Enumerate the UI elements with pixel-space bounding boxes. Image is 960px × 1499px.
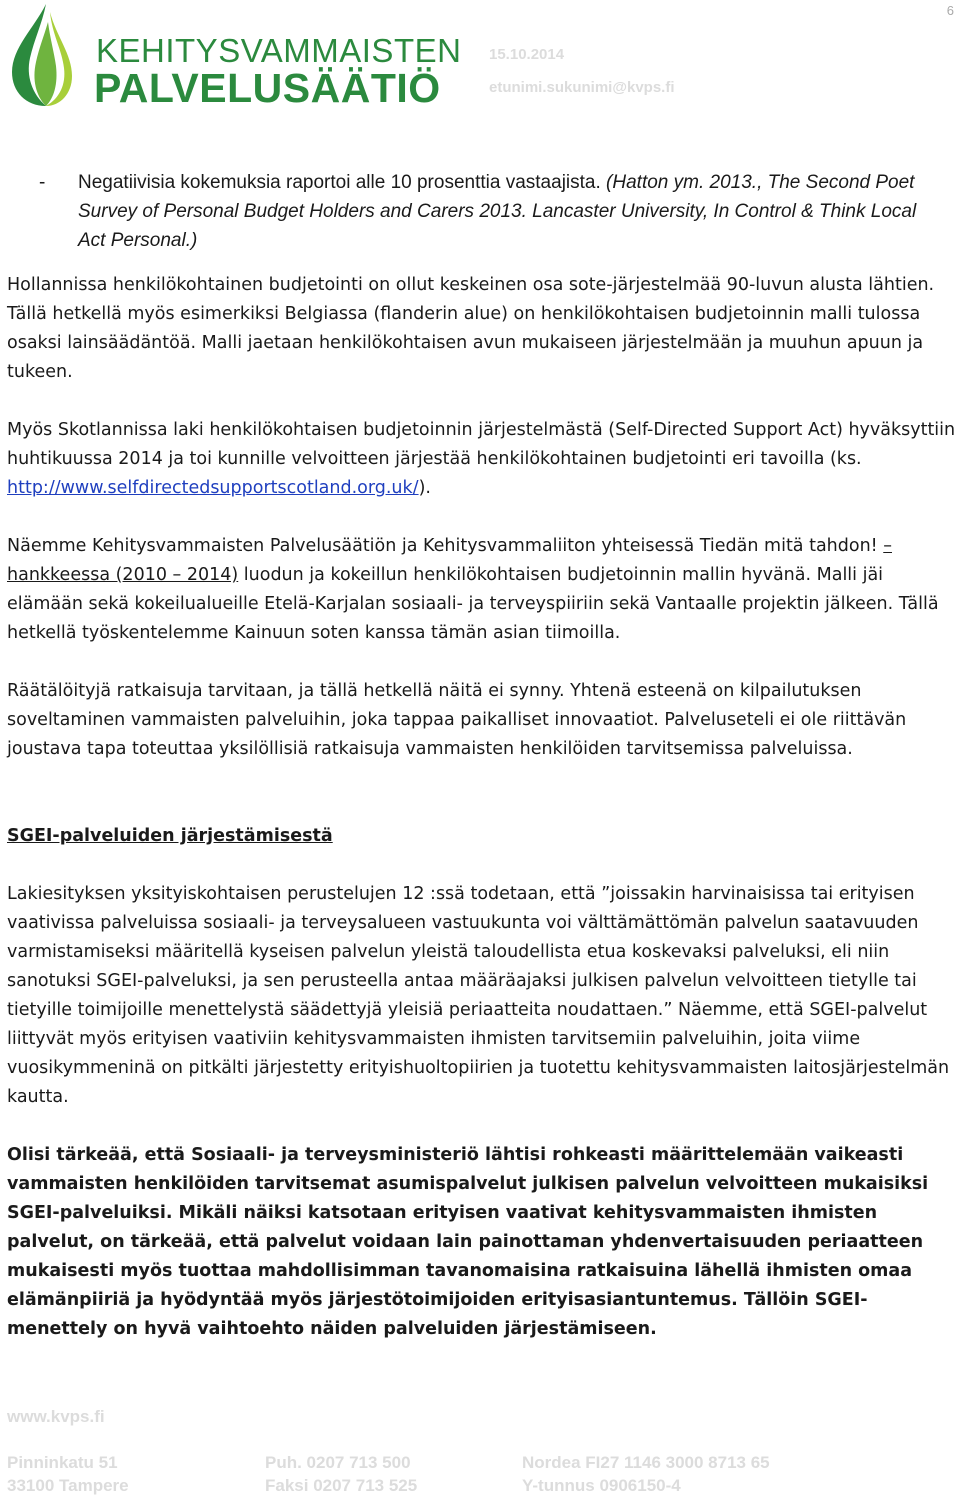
bullet-text — [78, 168, 938, 255]
leaf-drop-icon — [6, 2, 94, 110]
logo-text-line1: KEHITYSVAMMAISTEN — [96, 32, 462, 69]
paragraph-project — [7, 532, 957, 648]
footer-phone: Puh. 0207 713 500 — [265, 1453, 411, 1472]
footer-address: Pinninkatu 51 — [7, 1453, 118, 1472]
document-body — [7, 168, 957, 1344]
paragraph-netherlands: Hollannissa henkilökohtainen budjetointi on ollut keskeinen osa sote-järjestelmää 90-luvun alusta lähtien. Tällä hetkellä myös esimerkiksi Belgiassa (flanderin alue) on henkilökohtaisen budjetoinnin malli tulossa osaksi lainsäädäntöä. Malli jaetaan henkilökohtaisen avun mukaiseen järjestelmään ja muuhun apuun ja tukeen. — [7, 275, 935, 382]
footer-row-2 — [7, 1476, 681, 1496]
page-number: 6 — [946, 3, 954, 18]
footer-business-id: Y-tunnus 0906150-4 — [522, 1476, 681, 1495]
project-years: –hankkeessa (2010 – 2014) — [7, 536, 892, 585]
logo-text-line2: PALVELUSÄÄTIÖ — [94, 65, 441, 111]
bullet-item — [7, 168, 957, 255]
bullet-citation: (Hatton ym. 2013., The Second Poet Survey of Personal Budget Holders and Carers 2013. Lancaster University, In Control & Think Local Act Personal.) — [78, 172, 917, 251]
footer-row-1 — [7, 1453, 770, 1473]
paragraph-tailored-solutions: Räätälöityjä ratkaisuja tarvitaan, ja tällä hetkellä näitä ei synny. Yhtenä esteenä on kilpailutuksen soveltaminen vammaisten palveluihin, joka tappaa paikalliset innovaatiot. Palveluseteli ei ole riittävän joustava tapa toteuttaa yksilöllisiä ratkaisuja vammaisten henkilöiden tarvitsemissa palveluissa. — [7, 681, 907, 759]
footer-city: 33100 Tampere — [7, 1476, 129, 1495]
paragraph-project-end: luodun ja kokeillun henkilökohtaisen budjetoinnin mallin hyvänä. Malli jäi elämään sekä kokeilualueille Etelä-Karjalan sosiaali- ja terveyspiiriin sekä Vantaalle projektin jälkeen. Tällä hetkellä työskentelemme Kainuun soten kanssa tämän asian tiimoilla. — [7, 565, 939, 643]
header-date: 15.10.2014 — [489, 46, 565, 63]
footer-website: www.kvps.fi — [7, 1407, 105, 1426]
logo — [6, 2, 462, 111]
paragraph-scotland-end: ). — [418, 478, 431, 498]
paragraph-scotland — [7, 416, 957, 503]
paragraph-sgei-proposal: Olisi tärkeää, että Sosiaali- ja terveysministeriö lähtisi rohkeasti määrittelemään vaikeasti vammaisten henkilöiden tarvitsemat asumispalvelut julkisen palvelun velvoitteen mukaisiksi SGEI-palveluiksi. Mikäli näiksi katsotaan erityisen vaativat kehitysvammaisten ihmisten palvelut, on tärkeää, että palvelut voidaan lain painottaman yhdenvertaisuuden periaatteen mukaisesti myös tuottaa mahdollisimman tavanomaisina ratkaisuina lähellä ihmisten omaa elämänpiiriä ja hyödyntää myös järjestötoimijoiden erityisasiantuntemus. Tällöin SGEI-menettely on hyvä vaihtoehto näiden palveluiden järjestämiseen. — [7, 1145, 929, 1339]
paragraph-project-text: Näemme Kehitysvammaisten Palvelusäätiön ja Kehitysvammaliiton yhteisessä Tiedän mitä tahdon! — [7, 536, 884, 556]
footer-bank: Nordea FI27 1146 3000 8713 65 — [522, 1453, 770, 1472]
footer-fax: Faksi 0207 713 525 — [265, 1476, 418, 1495]
bullet-dash: - — [39, 172, 46, 193]
paragraph-sgei-law: Lakiesityksen yksityiskohtaisen perustelujen 12 :ssä todetaan, että ”joissakin harvinaisissa tai erityisen vaativissa palveluissa sosiaali- ja terveysalueen vastuukunta voi välttämättömän palvelun saatavuuden varmistamiseksi määritellä kyseisen palvelun yleistä taloudellista etua koskevaksi palveluksi, eli niin sanotuksi SGEI-palveluksi, ja sen perusteella antaa määräajaksi julkisen palvelun velvoitteen tietylle tai tietyille toimijoille menettelystä säädettyjä yleisiä periaatteita noudattaen.” Näemme, että SGEI-palvelut liittyvät myös erityisen vaativiin kehitysvammaisten ihmisten tarvitsemiin palveluihin, joita viime vuosikymmeninä on pitkälti järjestetty erityishuoltopiirien ja tuotettu kehitysvammaisten laitosjärjestelmän kautta. — [7, 884, 950, 1107]
paragraph-scotland-text: Myös Skotlannissa laki henkilökohtaisen budjetoinnin järjestelmästä (Self-Directed Support Act) hyväksyttiin huhtikuussa 2014 ja toi kunnille velvoitteen järjestää henkilökohtainen budjetointi eri tavoilla (ks. — [7, 420, 956, 469]
section-heading-sgei: SGEI-palveluiden järjestämisestä — [7, 826, 333, 846]
header-email: etunimi.sukunimi@kvps.fi — [489, 79, 675, 96]
bullet-plain-text: Negatiivisia kokemuksia raportoi alle 10 prosenttia vastaajista. — [78, 172, 601, 193]
sds-scotland-link[interactable]: http://www.selfdirectedsupportscotland.org.uk/ — [7, 478, 419, 498]
